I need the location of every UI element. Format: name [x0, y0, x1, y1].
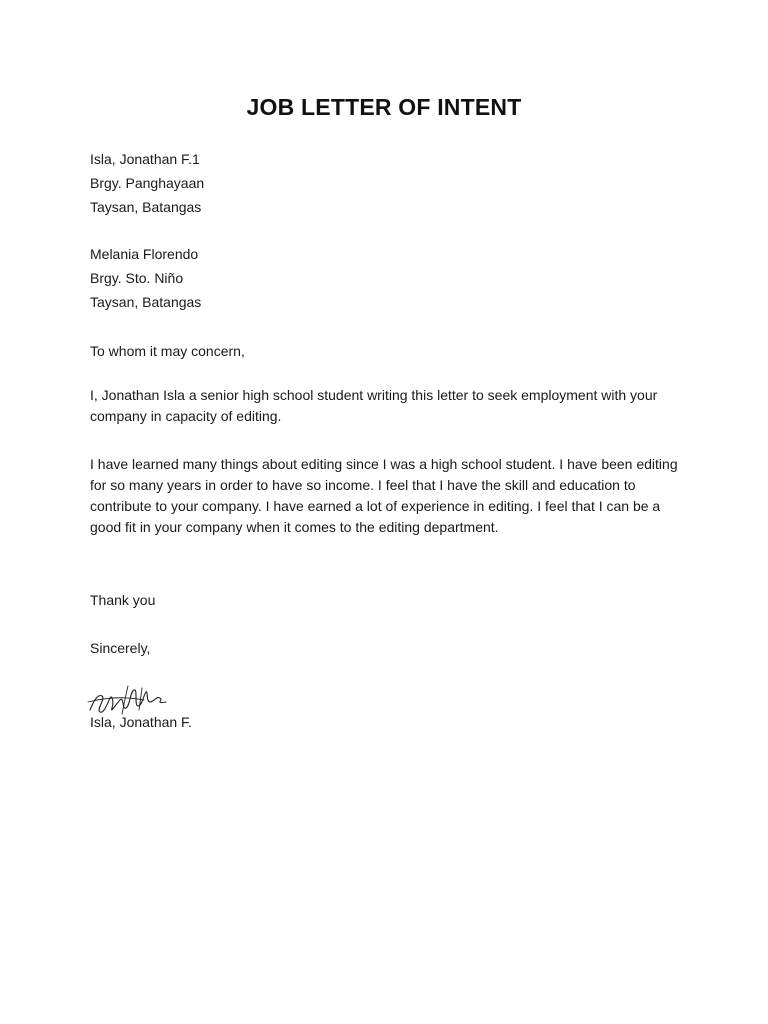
recipient-address-line1: Brgy. Sto. Niño: [90, 270, 184, 286]
thanks-line: Thank you: [90, 592, 156, 608]
recipient-name: Melania Florendo: [90, 246, 199, 262]
sender-name: Isla, Jonathan F.1: [90, 151, 200, 167]
body-paragraph-2: I have learned many things about editing since I was a high school student. I have been editing for so many years in order to have so income. I feel that I have the skill and education to contribute to your company. I have earned a lot of experience in editing. I feel that I can be a good fit in your company when it comes to the editing department.: [90, 456, 678, 535]
sender-address-line2: Taysan, Batangas: [90, 199, 202, 215]
salutation: To whom it may concern,: [90, 343, 245, 359]
recipient-address-line2: Taysan, Batangas: [90, 294, 202, 310]
recipient-address: [90, 242, 201, 314]
signer-name: Isla, Jonathan F.: [90, 714, 192, 730]
closing-line: Sincerely,: [90, 640, 151, 656]
document-title: JOB LETTER OF INTENT: [246, 94, 522, 120]
sender-address: [90, 147, 204, 219]
sender-address-line1: Brgy. Panghayaan: [90, 175, 205, 191]
body-paragraph-1: I, Jonathan Isla a senior high school student writing this letter to seek employment with your company in capacity of editing.: [90, 387, 658, 424]
